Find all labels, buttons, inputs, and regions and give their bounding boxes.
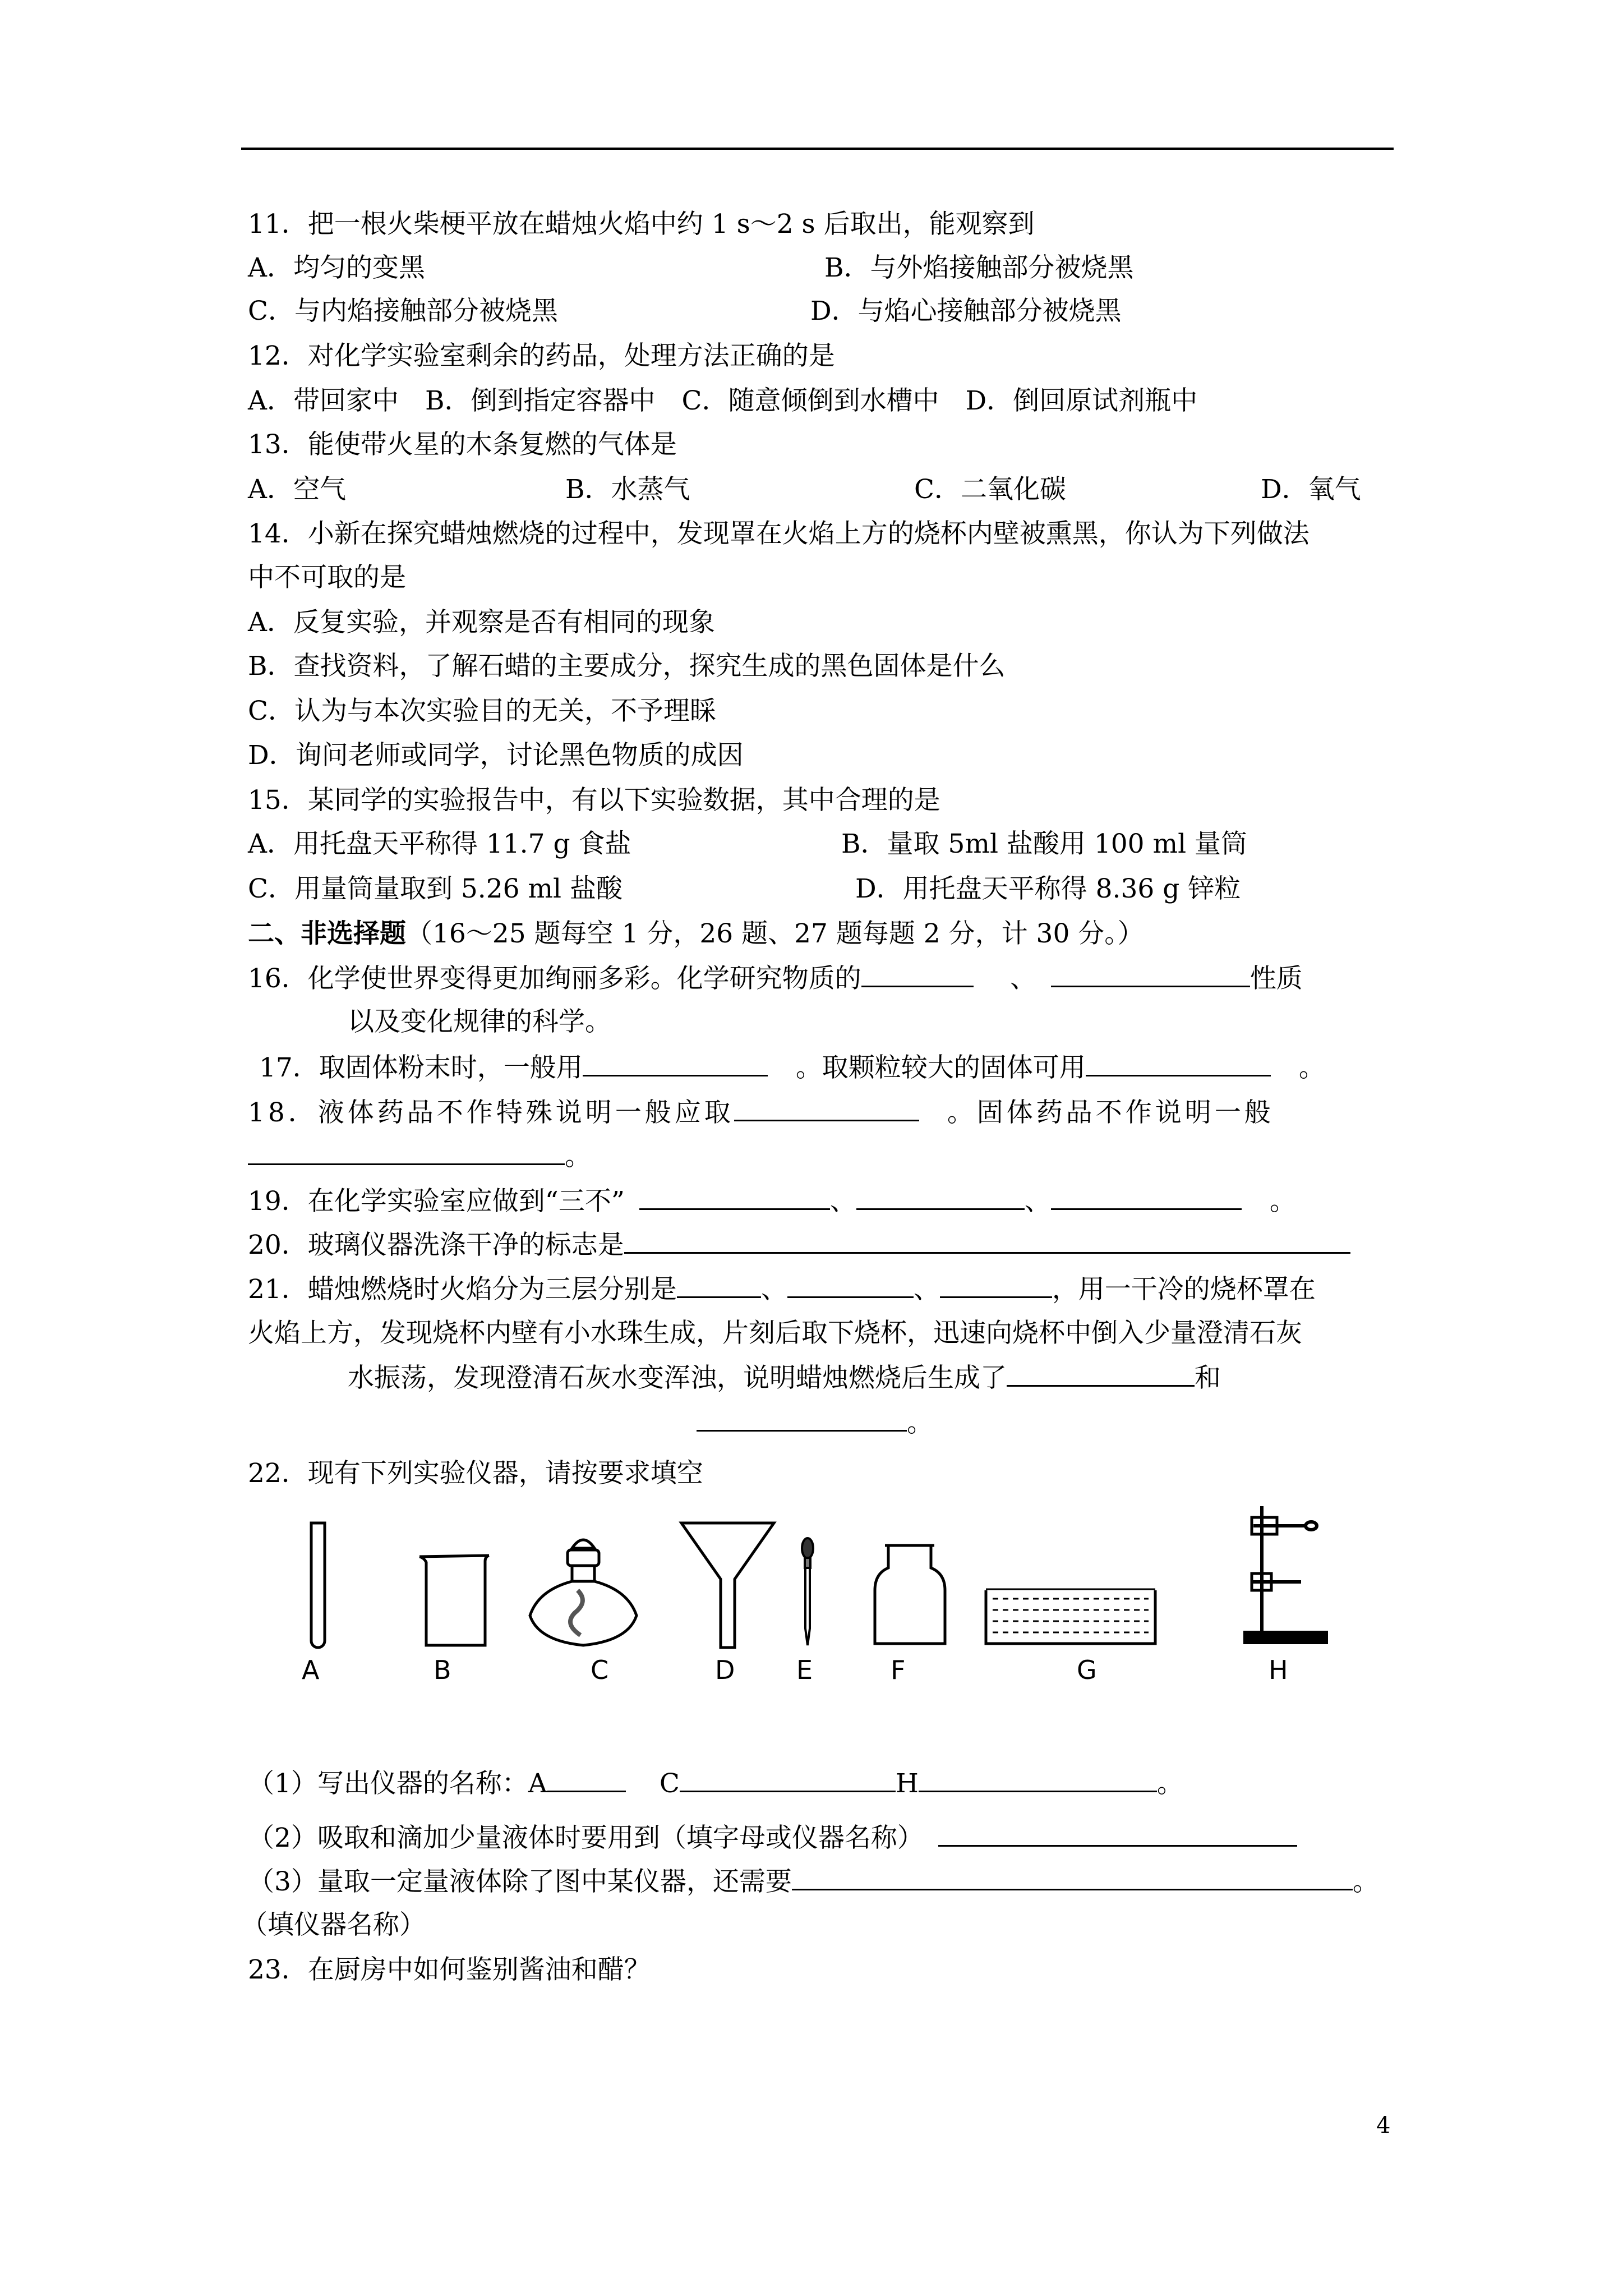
q20-text: 20．玻璃仪器洗涤干净的标志是 xyxy=(248,1230,624,1260)
q14-option-d: D．询问老师或同学，讨论黑色物质的成因 xyxy=(248,740,744,771)
alcohol-lamp-icon xyxy=(530,1540,637,1645)
q15-option-a: A．用托盘天平称得 11.7 g 食盐 xyxy=(248,829,631,859)
q15-option-b: B．量取 5ml 盐酸用 100 ml 量筒 xyxy=(841,829,1248,859)
section-heading xyxy=(248,917,1144,951)
q21-blank-5[interactable] xyxy=(697,1405,907,1432)
page-number: 4 xyxy=(1376,2113,1391,2138)
q21-line2: 火焰上方，发现烧杯内壁有小水珠生成，片刻后取下烧杯，迅速向烧杯中倒入少量澄清石灰 xyxy=(248,1318,1302,1349)
q17-blank-2[interactable] xyxy=(1086,1050,1271,1076)
q22-sub1 xyxy=(248,1766,1183,1801)
section-note: （16～25 题每空 1 分，26 题、27 题每题 2 分，计 30 分。） xyxy=(406,918,1144,949)
q21-sep-2: 、 xyxy=(913,1274,940,1305)
q17-text-1: 17．取固体粉末时，一般用 xyxy=(259,1052,583,1083)
q19-line xyxy=(248,1184,1296,1218)
q16-blank-1[interactable] xyxy=(861,961,974,987)
label-d: D xyxy=(715,1655,735,1685)
q11-option-d: D．与焰心接触部分被烧黑 xyxy=(810,296,1122,326)
q12-options: A．带回家中 B．倒到指定容器中 C．随意倾倒到水槽中 D．倒回原试剂瓶中 xyxy=(248,385,1198,416)
q14-option-b: B．查找资料，了解石蜡的主要成分，探究生成的黑色固体是什么 xyxy=(248,651,1006,682)
q21-line1 xyxy=(248,1272,1316,1306)
q22-sub3-end: 。 xyxy=(1352,1866,1379,1897)
q21-blank-2[interactable] xyxy=(787,1272,914,1298)
funnel-icon xyxy=(681,1523,774,1648)
q20-line xyxy=(248,1227,1350,1262)
q14-option-a: A．反复实验，并观察是否有相同的现象 xyxy=(248,607,715,638)
q13-option-c: C．二氧化碳 xyxy=(914,474,1066,505)
q22-sub3 xyxy=(248,1864,1379,1899)
q19-blank-2[interactable] xyxy=(856,1184,1025,1210)
q22-sub3-text: （3）量取一定量液体除了图中某仪器，还需要 xyxy=(248,1866,792,1897)
water-trough-icon xyxy=(986,1589,1155,1644)
q13-option-b: B．水蒸气 xyxy=(565,474,690,505)
label-a: A xyxy=(302,1655,320,1685)
q21-blank-3[interactable] xyxy=(940,1272,1052,1298)
label-b: B xyxy=(434,1655,451,1685)
wide-mouth-bottle-icon xyxy=(875,1545,945,1644)
q22-sub3-note: （填仪器名称） xyxy=(241,1910,426,1940)
q19-blank-1[interactable] xyxy=(639,1184,830,1210)
q11-stem: 11．把一根火柴梗平放在蜡烛火焰中约 1 s～2 s 后取出，能观察到 xyxy=(248,209,1035,240)
q16-line2: 以及变化规律的科学。 xyxy=(348,1006,611,1037)
q19-end: 。 xyxy=(1269,1186,1296,1217)
q22-sub2 xyxy=(248,1820,1297,1855)
q16-blank-2[interactable] xyxy=(1051,961,1250,987)
label-f: F xyxy=(891,1655,906,1685)
q22-sub1-text: （1）写出仪器的名称：A xyxy=(248,1768,547,1799)
q16-text-1: 16．化学使世界变得更加绚丽多彩。化学研究物质的 xyxy=(248,963,861,994)
q22-blank-a[interactable] xyxy=(547,1766,626,1792)
q22-blank-h[interactable] xyxy=(919,1766,1157,1792)
q22-sub2-text: （2）吸取和滴加少量液体时要用到（填字母或仪器名称） xyxy=(248,1823,924,1853)
beaker-icon xyxy=(419,1556,489,1645)
q15-option-c: C．用量筒量取到 5.26 ml 盐酸 xyxy=(248,873,623,904)
q21-sep-1: 、 xyxy=(760,1274,787,1305)
q19-blank-3[interactable] xyxy=(1051,1184,1242,1210)
q18-blank-2[interactable] xyxy=(248,1139,565,1165)
q14-stem-line1: 14．小新在探究蜡烛燃烧的过程中，发现罩在火焰上方的烧杯内壁被熏黑，你认为下列做法 xyxy=(248,518,1310,549)
q17-text-3: 。 xyxy=(1298,1052,1325,1083)
q16-line1 xyxy=(248,961,1303,996)
q21-line4 xyxy=(697,1405,933,1440)
test-tube-icon xyxy=(311,1523,325,1648)
q20-blank[interactable] xyxy=(624,1227,1350,1254)
dropper-icon xyxy=(802,1538,813,1645)
q15-stem: 15．某同学的实验报告中，有以下实验数据，其中合理的是 xyxy=(248,785,940,816)
q11-option-c: C．与内焰接触部分被烧黑 xyxy=(248,296,558,326)
q22-stem: 22．现有下列实验仪器，请按要求填空 xyxy=(248,1458,703,1489)
q13-option-d: D．氧气 xyxy=(1261,474,1361,505)
q22-blank-sub2[interactable] xyxy=(938,1820,1297,1847)
q22-c-label: C xyxy=(659,1768,680,1799)
section-title: 二、非选择题 xyxy=(248,918,406,949)
label-e: E xyxy=(796,1655,813,1685)
apparatus-figure xyxy=(292,1501,1357,1686)
q22-sub1-end: 。 xyxy=(1156,1768,1183,1799)
q18-text-3: 。 xyxy=(565,1141,591,1172)
q21-text-5: 和 xyxy=(1195,1363,1221,1393)
q19-text: 19．在化学实验室应做到“三不” xyxy=(248,1186,625,1217)
q21-blank-1[interactable] xyxy=(677,1272,761,1298)
q14-stem-line2: 中不可取的是 xyxy=(248,562,406,593)
q23-stem: 23．在厨房中如何鉴别酱油和醋？ xyxy=(248,1954,651,1985)
q12-stem: 12．对化学实验室剩余的药品，处理方法正确的是 xyxy=(248,341,835,371)
q18-line2 xyxy=(248,1139,591,1174)
q16-text-2: 、 xyxy=(1009,963,1036,994)
q18-line1 xyxy=(248,1095,1274,1130)
q17-line xyxy=(259,1050,1325,1085)
label-h: H xyxy=(1269,1655,1288,1685)
q18-text-2: 。固体药品不作说明一般 xyxy=(947,1097,1274,1128)
q21-text-1: 21．蜡烛燃烧时火焰分为三层分别是 xyxy=(248,1274,677,1305)
iron-stand-icon xyxy=(1245,1506,1326,1642)
q17-blank-1[interactable] xyxy=(583,1050,768,1076)
q17-text-2: 。取颗粒较大的固体可用 xyxy=(795,1052,1086,1083)
q21-text-4: 水振荡，发现澄清石灰水变浑浊，说明蜡烛燃烧后生成了 xyxy=(348,1363,1007,1393)
q21-text-2: ，用一干冷的烧杯罩在 xyxy=(1052,1274,1316,1305)
q16-text-3: 性质 xyxy=(1249,963,1303,994)
q18-blank-1[interactable] xyxy=(734,1095,919,1121)
q21-blank-4[interactable] xyxy=(1007,1360,1195,1387)
q21-end: 。 xyxy=(907,1407,933,1438)
q21-line3 xyxy=(348,1360,1221,1395)
label-g: G xyxy=(1077,1655,1097,1685)
q19-sep-1: 、 xyxy=(829,1186,856,1217)
q11-option-b: B．与外焰接触部分被烧黑 xyxy=(824,252,1134,283)
q18-text-1: 18．液体药品不作特殊说明一般应取 xyxy=(248,1097,734,1128)
q13-option-a: A．空气 xyxy=(248,474,346,505)
header-rule xyxy=(241,148,1394,150)
q14-option-c: C．认为与本次实验目的无关，不予理睬 xyxy=(248,696,716,726)
q22-blank-sub3[interactable] xyxy=(792,1864,1353,1890)
q22-h-label: H xyxy=(895,1768,919,1799)
q15-option-d: D．用托盘天平称得 8.36 g 锌粒 xyxy=(855,873,1241,904)
q11-option-a: A．均匀的变黑 xyxy=(248,252,425,283)
q22-blank-c[interactable] xyxy=(680,1766,896,1792)
q13-stem: 13．能使带火星的木条复燃的气体是 xyxy=(248,429,677,460)
label-c: C xyxy=(591,1655,609,1685)
q19-sep-2: 、 xyxy=(1024,1186,1051,1217)
